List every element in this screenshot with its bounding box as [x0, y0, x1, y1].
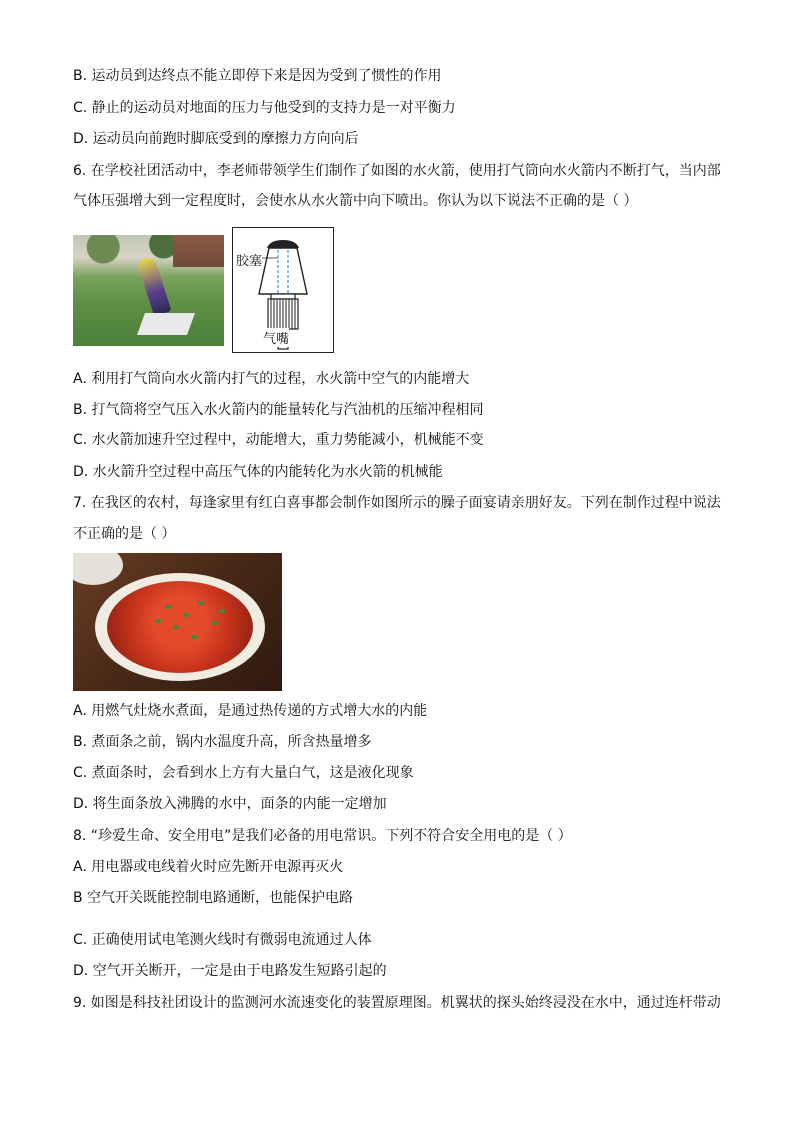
q5-option-b: B. 运动员到达终点不能立即停下来是因为受到了惯性的作用 — [73, 68, 442, 84]
q6-option-d: D. 水火箭升空过程中高压气体的内能转化为水火箭的机械能 — [73, 464, 443, 480]
q6-stem-line1: 6. 在学校社团活动中，李老师带领学生们制作了如图的水火箭，使用打气筒向水火箭内不断打气，当内部 — [73, 163, 721, 179]
noodle-bowl-photo — [73, 553, 282, 691]
q5-option-c: C. 静止的运动员对地面的压力与他受到的支持力是一对平衡力 — [73, 100, 456, 116]
q5-option-d: D. 运动员向前跑时脚底受到的摩擦力方向向后 — [73, 131, 359, 147]
rocket-nozzle-diagram — [232, 227, 334, 353]
label-nozzle: 气嘴 — [263, 328, 289, 347]
q9-stem-line1: 9. 如图是科技社团设计的监测河水流速变化的装置原理图。机翼状的探头始终浸没在水中，通过连杆带动 — [73, 995, 721, 1011]
q6-option-a: A. 利用打气筒向水火箭内打气的过程，水火箭中空气的内能增大 — [73, 371, 470, 387]
q8-option-b: B 空气开关既能控制电路通断，也能保护电路 — [73, 890, 354, 906]
q7-option-d: D. 将生面条放入沸腾的水中，面条的内能一定增加 — [73, 796, 387, 812]
q8-option-d: D. 空气开关断开，一定是由于电路发生短路引起的 — [73, 963, 387, 979]
q7-option-a: A. 用燃气灶烧水煮面，是通过热传递的方式增大水的内能 — [73, 703, 428, 719]
q7-option-c: C. 煮面条时，会看到水上方有大量白气，这是液化现象 — [73, 765, 414, 781]
q6-option-c: C. 水火箭加速升空过程中，动能增大，重力势能减小，机械能不变 — [73, 432, 484, 448]
q7-stem-line2: 不正确的是（ ） — [73, 526, 176, 542]
q7-stem-line1: 7. 在我区的农村，每逢家里有红白喜事都会制作如图所示的臊子面宴请亲朋好友。下列在制作过程中说法 — [73, 495, 721, 511]
q8-option-a: A. 用电器或电线着火时应先断开电源再灭火 — [73, 859, 344, 875]
q6-stem-line2: 气体压强增大到一定程度时，会使水从水火箭中向下喷出。你认为以下说法不正确的是（ ） — [73, 193, 638, 209]
q7-option-b: B. 煮面条之前，锅内水温度升高，所含热量增多 — [73, 734, 372, 750]
q8-option-c: C. 正确使用试电笔测火线时有微弱电流通过人体 — [73, 932, 372, 948]
q6-option-b: B. 打气筒将空气压入水火箭内的能量转化与汽油机的压缩冲程相同 — [73, 402, 484, 418]
water-rocket-photo — [73, 235, 224, 346]
label-plug: 胶塞 — [236, 250, 262, 269]
q8-stem: 8. “珍爱生命、安全用电”是我们必备的用电常识。下列不符合安全用电的是（ ） — [73, 828, 572, 844]
